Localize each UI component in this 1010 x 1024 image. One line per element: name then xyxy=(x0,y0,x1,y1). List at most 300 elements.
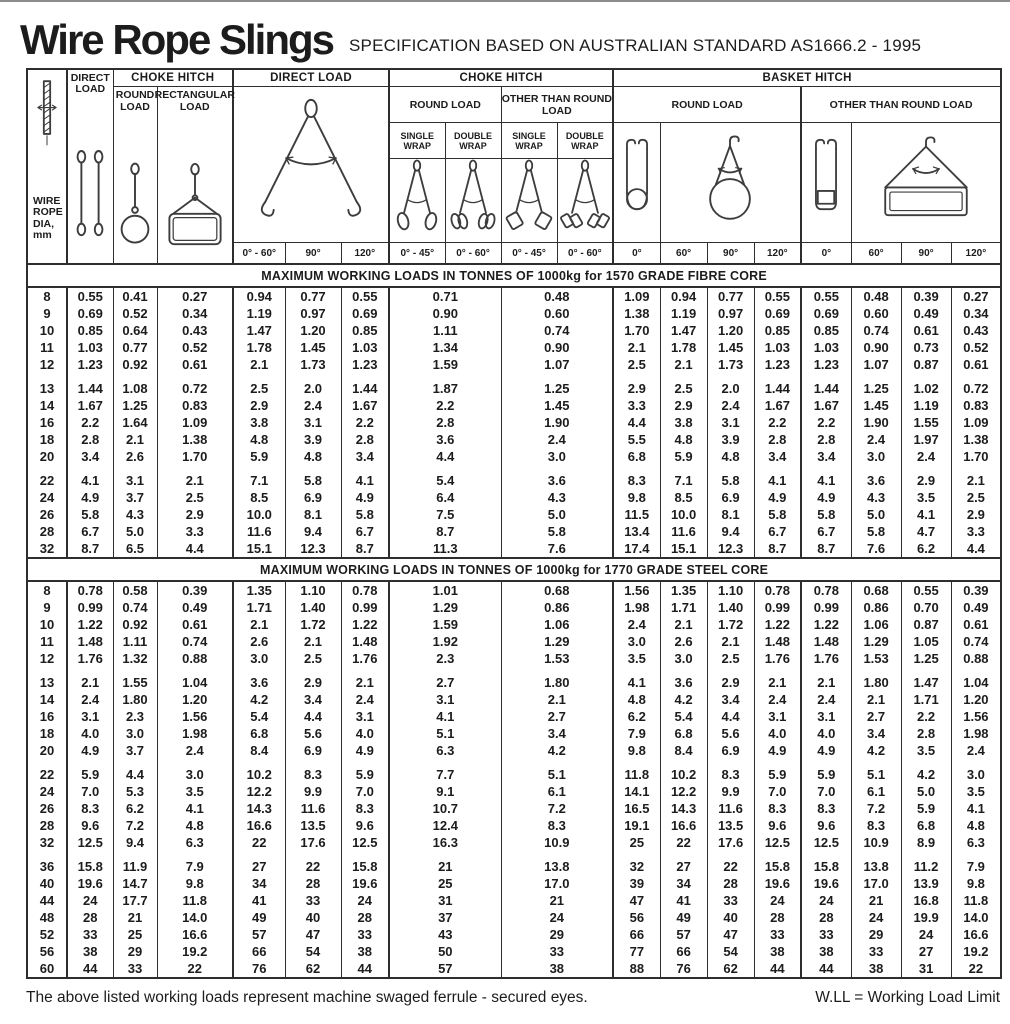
load-value-cell: 0.55 xyxy=(801,287,851,305)
table-row xyxy=(27,708,1001,725)
two-leg-sling-icon xyxy=(236,97,386,227)
load-value-cell: 4.1 xyxy=(613,674,660,691)
load-value-cell: 12.2 xyxy=(660,783,707,800)
load-value-cell xyxy=(67,373,113,380)
load-value-cell: 7.2 xyxy=(113,817,157,834)
dia-cell: 18 xyxy=(27,725,67,742)
load-value-cell: 10.2 xyxy=(233,766,285,783)
row-group-gap xyxy=(27,759,1001,766)
load-value-cell: 6.5 xyxy=(113,540,157,558)
load-value-cell: 24 xyxy=(67,892,113,909)
load-value-cell: 2.1 xyxy=(501,691,613,708)
load-value-cell: 3.6 xyxy=(660,674,707,691)
load-value-cell xyxy=(754,667,801,674)
load-value-cell xyxy=(801,851,851,858)
load-value-cell: 1.70 xyxy=(613,322,660,339)
load-value-cell: 8.3 xyxy=(341,800,389,817)
load-value-cell: 1.29 xyxy=(851,633,901,650)
load-value-cell: 4.8 xyxy=(233,431,285,448)
load-value-cell: 0.90 xyxy=(851,339,901,356)
load-value-cell: 4.1 xyxy=(157,800,233,817)
load-value-cell: 0.99 xyxy=(754,599,801,616)
load-value-cell: 17.0 xyxy=(851,875,901,892)
load-value-cell: 44 xyxy=(754,960,801,978)
load-value-cell: 1.35 xyxy=(660,581,707,599)
load-value-cell: 1.11 xyxy=(113,633,157,650)
table-row xyxy=(27,674,1001,691)
load-value-cell: 0.52 xyxy=(113,305,157,322)
angle-basket-round-90: 90° xyxy=(707,242,754,264)
load-value-cell: 0.94 xyxy=(660,287,707,305)
load-value-cell: 0.58 xyxy=(113,581,157,599)
load-value-cell: 14.0 xyxy=(157,909,233,926)
load-value-cell xyxy=(233,759,285,766)
load-value-cell: 4.2 xyxy=(660,691,707,708)
load-value-cell: 17.7 xyxy=(113,892,157,909)
table-row xyxy=(27,691,1001,708)
load-value-cell: 1.92 xyxy=(389,633,501,650)
load-value-cell xyxy=(341,373,389,380)
load-value-cell: 0.71 xyxy=(389,287,501,305)
load-value-cell: 3.1 xyxy=(341,708,389,725)
dia-cell: 11 xyxy=(27,633,67,650)
angle-choke-round-single: 0° - 45° xyxy=(389,242,445,264)
load-value-cell: 1.45 xyxy=(501,397,613,414)
load-value-cell: 0.73 xyxy=(901,339,951,356)
load-value-cell: 0.64 xyxy=(113,322,157,339)
load-value-cell: 9.6 xyxy=(67,817,113,834)
dia-cell xyxy=(27,759,67,766)
choke-round-single-wrap-icon xyxy=(392,159,442,237)
load-value-cell: 4.3 xyxy=(851,489,901,506)
load-value-cell xyxy=(754,851,801,858)
grade-section-0 xyxy=(27,264,1001,558)
load-value-cell: 1.25 xyxy=(851,380,901,397)
load-value-cell: 1.01 xyxy=(389,581,501,599)
load-value-cell: 1.07 xyxy=(851,356,901,373)
load-value-cell: 2.8 xyxy=(389,414,501,431)
load-value-cell xyxy=(341,851,389,858)
load-value-cell: 0.68 xyxy=(501,581,613,599)
load-value-cell: 2.2 xyxy=(389,397,501,414)
load-value-cell: 4.8 xyxy=(157,817,233,834)
load-value-cell xyxy=(901,759,951,766)
load-value-cell: 4.0 xyxy=(754,725,801,742)
choke-other-load-header: OTHER THAN ROUND LOAD xyxy=(501,87,613,123)
load-value-cell: 34 xyxy=(233,875,285,892)
load-value-cell: 6.8 xyxy=(660,725,707,742)
dia-cell: 28 xyxy=(27,523,67,540)
load-value-cell: 12.4 xyxy=(389,817,501,834)
choke-round-column-header xyxy=(113,87,157,265)
load-value-cell: 54 xyxy=(707,943,754,960)
load-value-cell: 1.97 xyxy=(901,431,951,448)
load-value-cell: 17.6 xyxy=(285,834,341,851)
load-value-cell xyxy=(613,373,660,380)
load-value-cell: 1.45 xyxy=(707,339,754,356)
load-value-cell: 13.8 xyxy=(501,858,613,875)
dia-cell: 26 xyxy=(27,506,67,523)
load-value-cell: 2.9 xyxy=(157,506,233,523)
basket-other-angle-icon-cell xyxy=(851,123,1001,243)
load-value-cell xyxy=(67,667,113,674)
spec-table xyxy=(26,68,1002,980)
load-value-cell: 0.99 xyxy=(67,599,113,616)
load-value-cell: 4.1 xyxy=(901,506,951,523)
load-value-cell: 1.76 xyxy=(67,650,113,667)
load-value-cell: 10.7 xyxy=(389,800,501,817)
load-value-cell: 5.1 xyxy=(389,725,501,742)
load-value-cell: 2.8 xyxy=(341,431,389,448)
load-value-cell: 1.19 xyxy=(901,397,951,414)
load-value-cell: 0.88 xyxy=(157,650,233,667)
load-value-cell: 3.4 xyxy=(285,691,341,708)
section-band xyxy=(27,264,1001,287)
row-group-gap xyxy=(27,667,1001,674)
choke-round-sling-icon xyxy=(113,162,157,258)
load-value-cell: 0.27 xyxy=(963,288,989,304)
load-value-cell: 4.4 xyxy=(113,766,157,783)
load-value-cell: 4.1 xyxy=(67,472,113,489)
group-direct-load: DIRECT LOAD xyxy=(233,69,389,87)
load-value-cell: 0.48 xyxy=(501,287,613,305)
load-value-cell: 0.43 xyxy=(963,322,989,338)
load-value-cell: 11.2 xyxy=(901,858,951,875)
load-value-cell xyxy=(707,667,754,674)
load-value-cell xyxy=(233,667,285,674)
load-value-cell: 1.08 xyxy=(113,380,157,397)
load-value-cell: 9.4 xyxy=(707,523,754,540)
load-value-cell: 0.74 xyxy=(113,599,157,616)
load-value-cell: 5.9 xyxy=(233,448,285,465)
load-value-cell: 1.56 xyxy=(963,708,989,724)
footer-note: The above listed working loads represent machine swaged ferrule - secured eyes. xyxy=(26,989,588,1007)
dia-cell: 8 xyxy=(27,581,67,599)
load-value-cell: 38 xyxy=(754,943,801,960)
load-value-cell: 15.1 xyxy=(660,540,707,558)
load-value-cell: 1.06 xyxy=(851,616,901,633)
load-value-cell: 33 xyxy=(501,943,613,960)
load-value-cell xyxy=(901,465,951,472)
load-value-cell: 4.9 xyxy=(754,489,801,506)
load-value-cell: 7.9 xyxy=(613,725,660,742)
basket-round-vertical-icon-cell xyxy=(613,123,660,243)
load-value-cell: 1.53 xyxy=(851,650,901,667)
load-value-cell xyxy=(660,851,707,858)
dia-cell xyxy=(27,851,67,858)
dia-cell: 14 xyxy=(27,397,67,414)
load-value-cell: 6.8 xyxy=(233,725,285,742)
load-value-cell: 2.2 xyxy=(901,708,951,725)
load-value-cell: 10.0 xyxy=(233,506,285,523)
load-value-cell xyxy=(660,465,707,472)
load-value-cell: 24 xyxy=(851,909,901,926)
load-value-cell: 1.07 xyxy=(501,356,613,373)
basket-other-vertical-icon xyxy=(805,132,847,228)
load-value-cell: 10.9 xyxy=(501,834,613,851)
load-value-cell: 22 xyxy=(707,858,754,875)
load-value-cell: 1.71 xyxy=(233,599,285,616)
load-value-cell: 1.59 xyxy=(389,356,501,373)
load-value-cell: 0.55 xyxy=(754,287,801,305)
load-value-cell: 6.7 xyxy=(754,523,801,540)
basket-other-angle-icon xyxy=(863,132,989,228)
load-value-cell: 2.6 xyxy=(113,448,157,465)
table-row xyxy=(27,943,1001,960)
load-value-cell: 33 xyxy=(851,943,901,960)
load-value-cell: 3.6 xyxy=(501,472,613,489)
load-value-cell: 21 xyxy=(389,858,501,875)
table-row xyxy=(27,892,1001,909)
load-value-cell: 0.74 xyxy=(501,322,613,339)
load-value-cell: 2.5 xyxy=(233,380,285,397)
load-value-cell: 24 xyxy=(801,892,851,909)
load-value-cell: 8.7 xyxy=(801,540,851,558)
load-value-cell: 4.9 xyxy=(67,742,113,759)
table-row xyxy=(27,431,1001,448)
load-value-cell xyxy=(67,759,113,766)
load-value-cell: 0.34 xyxy=(963,305,989,321)
direct-load-icon-cell xyxy=(233,87,389,243)
load-value-cell: 1.19 xyxy=(233,305,285,322)
load-value-cell: 8.7 xyxy=(389,523,501,540)
load-value-cell: 33 xyxy=(801,926,851,943)
load-value-cell: 2.4 xyxy=(341,691,389,708)
table-row xyxy=(27,380,1001,397)
load-value-cell: 13.9 xyxy=(901,875,951,892)
load-value-cell: 9.9 xyxy=(285,783,341,800)
load-value-cell: 62 xyxy=(707,960,754,978)
load-value-cell: 1.71 xyxy=(901,691,951,708)
load-value-cell: 3.0 xyxy=(233,650,285,667)
load-value-cell xyxy=(113,373,157,380)
dia-cell: 48 xyxy=(27,909,67,926)
section-band xyxy=(27,558,1001,581)
load-value-cell: 11.6 xyxy=(707,800,754,817)
angle-choke-round-double: 0° - 60° xyxy=(445,242,501,264)
load-value-cell: 37 xyxy=(389,909,501,926)
load-value-cell: 0.90 xyxy=(389,305,501,322)
load-value-cell: 2.1 xyxy=(67,674,113,691)
load-value-cell: 5.8 xyxy=(707,472,754,489)
load-value-cell: 31 xyxy=(389,892,501,909)
dia-cell: 10 xyxy=(27,322,67,339)
load-value-cell: 0.39 xyxy=(901,287,951,305)
load-value-cell: 15.8 xyxy=(67,858,113,875)
load-value-cell: 1.32 xyxy=(113,650,157,667)
load-value-cell: 0.61 xyxy=(157,356,233,373)
load-value-cell xyxy=(67,851,113,858)
load-value-cell: 8.7 xyxy=(341,540,389,558)
load-value-cell: 62 xyxy=(285,960,341,978)
load-value-cell: 1.87 xyxy=(389,380,501,397)
load-value-cell: 5.4 xyxy=(389,472,501,489)
grade-section-1 xyxy=(27,558,1001,978)
table-row xyxy=(27,472,1001,489)
load-value-cell: 2.0 xyxy=(707,380,754,397)
load-value-cell: 41 xyxy=(233,892,285,909)
load-value-cell: 8.1 xyxy=(707,506,754,523)
load-value-cell: 1.02 xyxy=(901,380,951,397)
load-value-cell: 16.6 xyxy=(660,817,707,834)
load-value-cell: 3.4 xyxy=(801,448,851,465)
load-value-cell: 28 xyxy=(754,909,801,926)
load-value-cell: 19.6 xyxy=(341,875,389,892)
dia-cell: 52 xyxy=(27,926,67,943)
load-value-cell: 7.0 xyxy=(801,783,851,800)
load-value-cell: 3.1 xyxy=(67,708,113,725)
choke-round-load-header: ROUND LOAD xyxy=(389,87,501,123)
load-value-cell: 1.23 xyxy=(754,356,801,373)
load-value-cell: 1.78 xyxy=(660,339,707,356)
load-value-cell: 4.9 xyxy=(801,742,851,759)
load-value-cell: 1.48 xyxy=(754,633,801,650)
load-value-cell: 7.1 xyxy=(233,472,285,489)
load-value-cell xyxy=(341,759,389,766)
load-value-cell: 4.9 xyxy=(754,742,801,759)
load-value-cell: 0.77 xyxy=(285,287,341,305)
load-value-cell: 19.2 xyxy=(157,943,233,960)
load-value-cell: 8.3 xyxy=(754,800,801,817)
load-value-cell: 0.52 xyxy=(157,339,233,356)
load-value-cell xyxy=(851,667,901,674)
load-value-cell: 4.4 xyxy=(285,708,341,725)
angle-direct-90: 90° xyxy=(285,242,341,264)
load-value-cell: 28 xyxy=(285,875,341,892)
load-value-cell: 1.44 xyxy=(801,380,851,397)
load-value-cell: 1.03 xyxy=(341,339,389,356)
load-value-cell: 39 xyxy=(613,875,660,892)
load-value-cell: 6.8 xyxy=(901,817,951,834)
load-value-cell: 54 xyxy=(285,943,341,960)
load-value-cell: 0.60 xyxy=(851,305,901,322)
load-value-cell: 28 xyxy=(341,909,389,926)
load-value-cell: 50 xyxy=(389,943,501,960)
load-value-cell: 3.3 xyxy=(613,397,660,414)
load-value-cell: 1.72 xyxy=(285,616,341,633)
load-value-cell: 44 xyxy=(67,960,113,978)
load-value-cell: 1.22 xyxy=(341,616,389,633)
load-value-cell: 2.4 xyxy=(754,691,801,708)
load-value-cell: 6.3 xyxy=(157,834,233,851)
load-value-cell: 0.49 xyxy=(901,305,951,322)
load-value-cell: 1.76 xyxy=(754,650,801,667)
load-value-cell: 12.5 xyxy=(341,834,389,851)
dia-header-label: WIRE ROPE DIA, mm xyxy=(33,194,63,242)
load-value-cell: 4.9 xyxy=(341,742,389,759)
load-value-cell: 2.9 xyxy=(901,472,951,489)
load-value-cell: 5.5 xyxy=(613,431,660,448)
load-value-cell: 19.6 xyxy=(67,875,113,892)
table-row xyxy=(27,633,1001,650)
table-row xyxy=(27,725,1001,742)
load-value-cell: 14.7 xyxy=(113,875,157,892)
load-value-cell: 1.38 xyxy=(613,305,660,322)
load-value-cell xyxy=(389,759,501,766)
load-value-cell: 12.5 xyxy=(67,834,113,851)
load-value-cell xyxy=(157,373,233,380)
load-value-cell xyxy=(389,373,501,380)
load-value-cell: 1.03 xyxy=(67,339,113,356)
load-value-cell: 1.80 xyxy=(501,674,613,691)
choke-other-double-wrap-icon xyxy=(560,159,610,237)
load-value-cell xyxy=(67,465,113,472)
load-value-cell: 3.7 xyxy=(113,489,157,506)
load-value-cell: 2.9 xyxy=(707,674,754,691)
load-value-cell: 4.4 xyxy=(707,708,754,725)
load-value-cell: 6.3 xyxy=(966,834,985,850)
angle-direct-0-60: 0° - 60° xyxy=(233,242,285,264)
load-value-cell: 6.9 xyxy=(707,742,754,759)
load-value-cell: 0.74 xyxy=(157,633,233,650)
load-value-cell: 2.1 xyxy=(851,691,901,708)
dia-cell: 14 xyxy=(27,691,67,708)
choke-round-double-wrap-icon xyxy=(448,159,498,237)
load-value-cell: 2.8 xyxy=(67,431,113,448)
load-value-cell: 0.55 xyxy=(901,581,951,599)
load-value-cell: 1.44 xyxy=(754,380,801,397)
load-value-cell: 10.2 xyxy=(660,766,707,783)
load-value-cell: 3.4 xyxy=(67,448,113,465)
load-value-cell xyxy=(951,667,1001,674)
load-value-cell: 22 xyxy=(285,858,341,875)
load-value-cell xyxy=(501,851,613,858)
load-value-cell: 0.85 xyxy=(801,322,851,339)
load-value-cell: 0.78 xyxy=(67,581,113,599)
load-value-cell: 0.41 xyxy=(113,287,157,305)
table-row xyxy=(27,305,1001,322)
load-value-cell: 2.2 xyxy=(801,414,851,431)
load-value-cell: 33 xyxy=(754,926,801,943)
load-value-cell: 4.0 xyxy=(341,725,389,742)
choke-other-double-wrap-icon-cell xyxy=(557,158,613,242)
dia-cell: 18 xyxy=(27,431,67,448)
load-value-cell: 57 xyxy=(389,960,501,978)
load-value-cell xyxy=(851,373,901,380)
load-value-cell: 13.8 xyxy=(851,858,901,875)
load-value-cell: 33 xyxy=(341,926,389,943)
load-value-cell: 19.6 xyxy=(754,875,801,892)
load-value-cell: 2.4 xyxy=(285,397,341,414)
load-value-cell: 4.8 xyxy=(613,691,660,708)
load-value-cell: 17.0 xyxy=(501,875,613,892)
choke-other-double-wrap-header: DOUBLE WRAP xyxy=(557,123,613,159)
load-value-cell: 14.3 xyxy=(233,800,285,817)
load-value-cell: 3.0 xyxy=(851,448,901,465)
load-value-cell: 2.3 xyxy=(113,708,157,725)
load-value-cell: 3.4 xyxy=(707,691,754,708)
load-value-cell: 12.5 xyxy=(754,834,801,851)
load-value-cell: 3.1 xyxy=(113,472,157,489)
table-row xyxy=(27,960,1001,978)
load-value-cell: 1.09 xyxy=(963,414,989,430)
load-value-cell: 3.1 xyxy=(285,414,341,431)
load-value-cell: 5.9 xyxy=(67,766,113,783)
load-value-cell: 5.8 xyxy=(67,506,113,523)
load-value-cell: 66 xyxy=(613,926,660,943)
load-value-cell: 1.64 xyxy=(113,414,157,431)
basket-round-vertical-icon xyxy=(616,132,658,228)
load-value-cell: 13.5 xyxy=(285,817,341,834)
load-value-cell: 8.5 xyxy=(660,489,707,506)
load-value-cell: 9.4 xyxy=(285,523,341,540)
load-value-cell: 1.76 xyxy=(801,650,851,667)
load-value-cell: 8.7 xyxy=(754,540,801,558)
load-value-cell: 16.6 xyxy=(157,926,233,943)
load-value-cell: 6.1 xyxy=(501,783,613,800)
load-value-cell: 3.0 xyxy=(660,650,707,667)
load-value-cell: 9.8 xyxy=(157,875,233,892)
